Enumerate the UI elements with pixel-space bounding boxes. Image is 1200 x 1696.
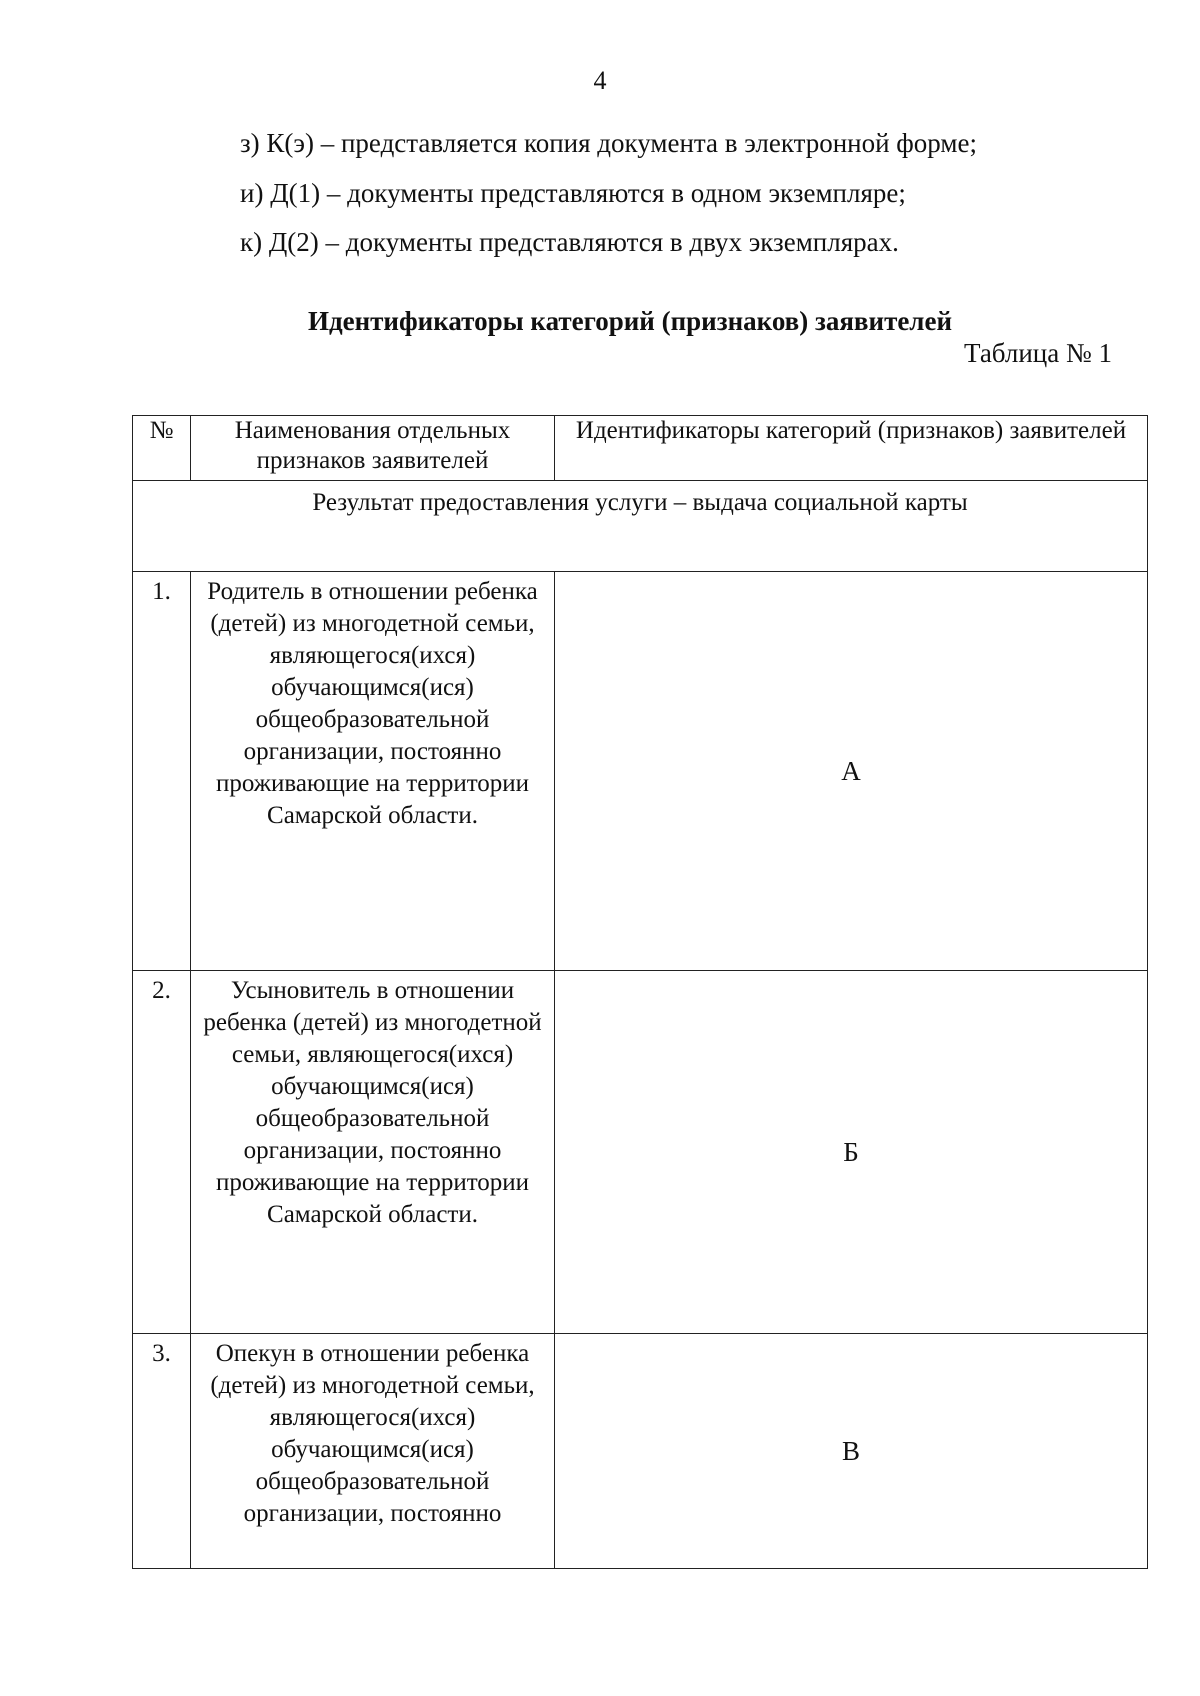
row-ident: А	[555, 572, 1148, 971]
row-name: Опекун в отношении ребенка (детей) из многодетной семьи, являющегося(ихся) обучающимся(ися) общеобразовательной организации, постоянно	[210, 1340, 535, 1527]
table-row	[133, 971, 1148, 1334]
table-header-row	[133, 416, 1148, 481]
row-name: Родитель в отношении ребенка (детей) из многодетной семьи, являющегося(ихся) обучающимся(ися) общеобразовательной организации, постоянно проживающие на территории Самарской области.	[191, 572, 555, 971]
row-num: 1.	[133, 572, 191, 971]
row-num: 2.	[133, 971, 191, 1334]
page-number: 4	[593, 66, 607, 95]
section-row-text: Результат предоставления услуги – выдача социальной карты	[133, 481, 1148, 572]
table-row	[133, 1334, 1148, 1569]
header-name: Наименования отдельных признаков заявителей	[191, 416, 555, 481]
row-ident: Б	[555, 971, 1148, 1334]
header-num: №	[133, 416, 191, 481]
table-label: Таблица № 1	[964, 338, 1112, 368]
list-item-z: з) К(э) – представляется копия документа в электронной форме;	[240, 128, 977, 158]
row-name-cell	[191, 1334, 555, 1569]
table-row	[133, 572, 1148, 971]
table-section-row	[133, 481, 1148, 572]
applicant-categories-table	[132, 415, 1148, 1569]
list-item-k: к) Д(2) – документы представляются в двух экземплярах.	[240, 227, 899, 257]
section-title: Идентификаторы категорий (признаков) заявителей	[307, 306, 953, 336]
list-item-i: и) Д(1) – документы представляются в одном экземпляре;	[240, 178, 906, 208]
row-num: 3.	[133, 1334, 191, 1569]
row-name: Усыновитель в отношении ребенка (детей) из многодетной семьи, являющегося(ихся) обучающимся(ися) общеобразовательной организации, постоянно проживающие на территории Самарской области.	[191, 971, 555, 1334]
row-ident: В	[555, 1334, 1148, 1569]
header-ident: Идентификаторы категорий (признаков) заявителей	[555, 416, 1148, 481]
